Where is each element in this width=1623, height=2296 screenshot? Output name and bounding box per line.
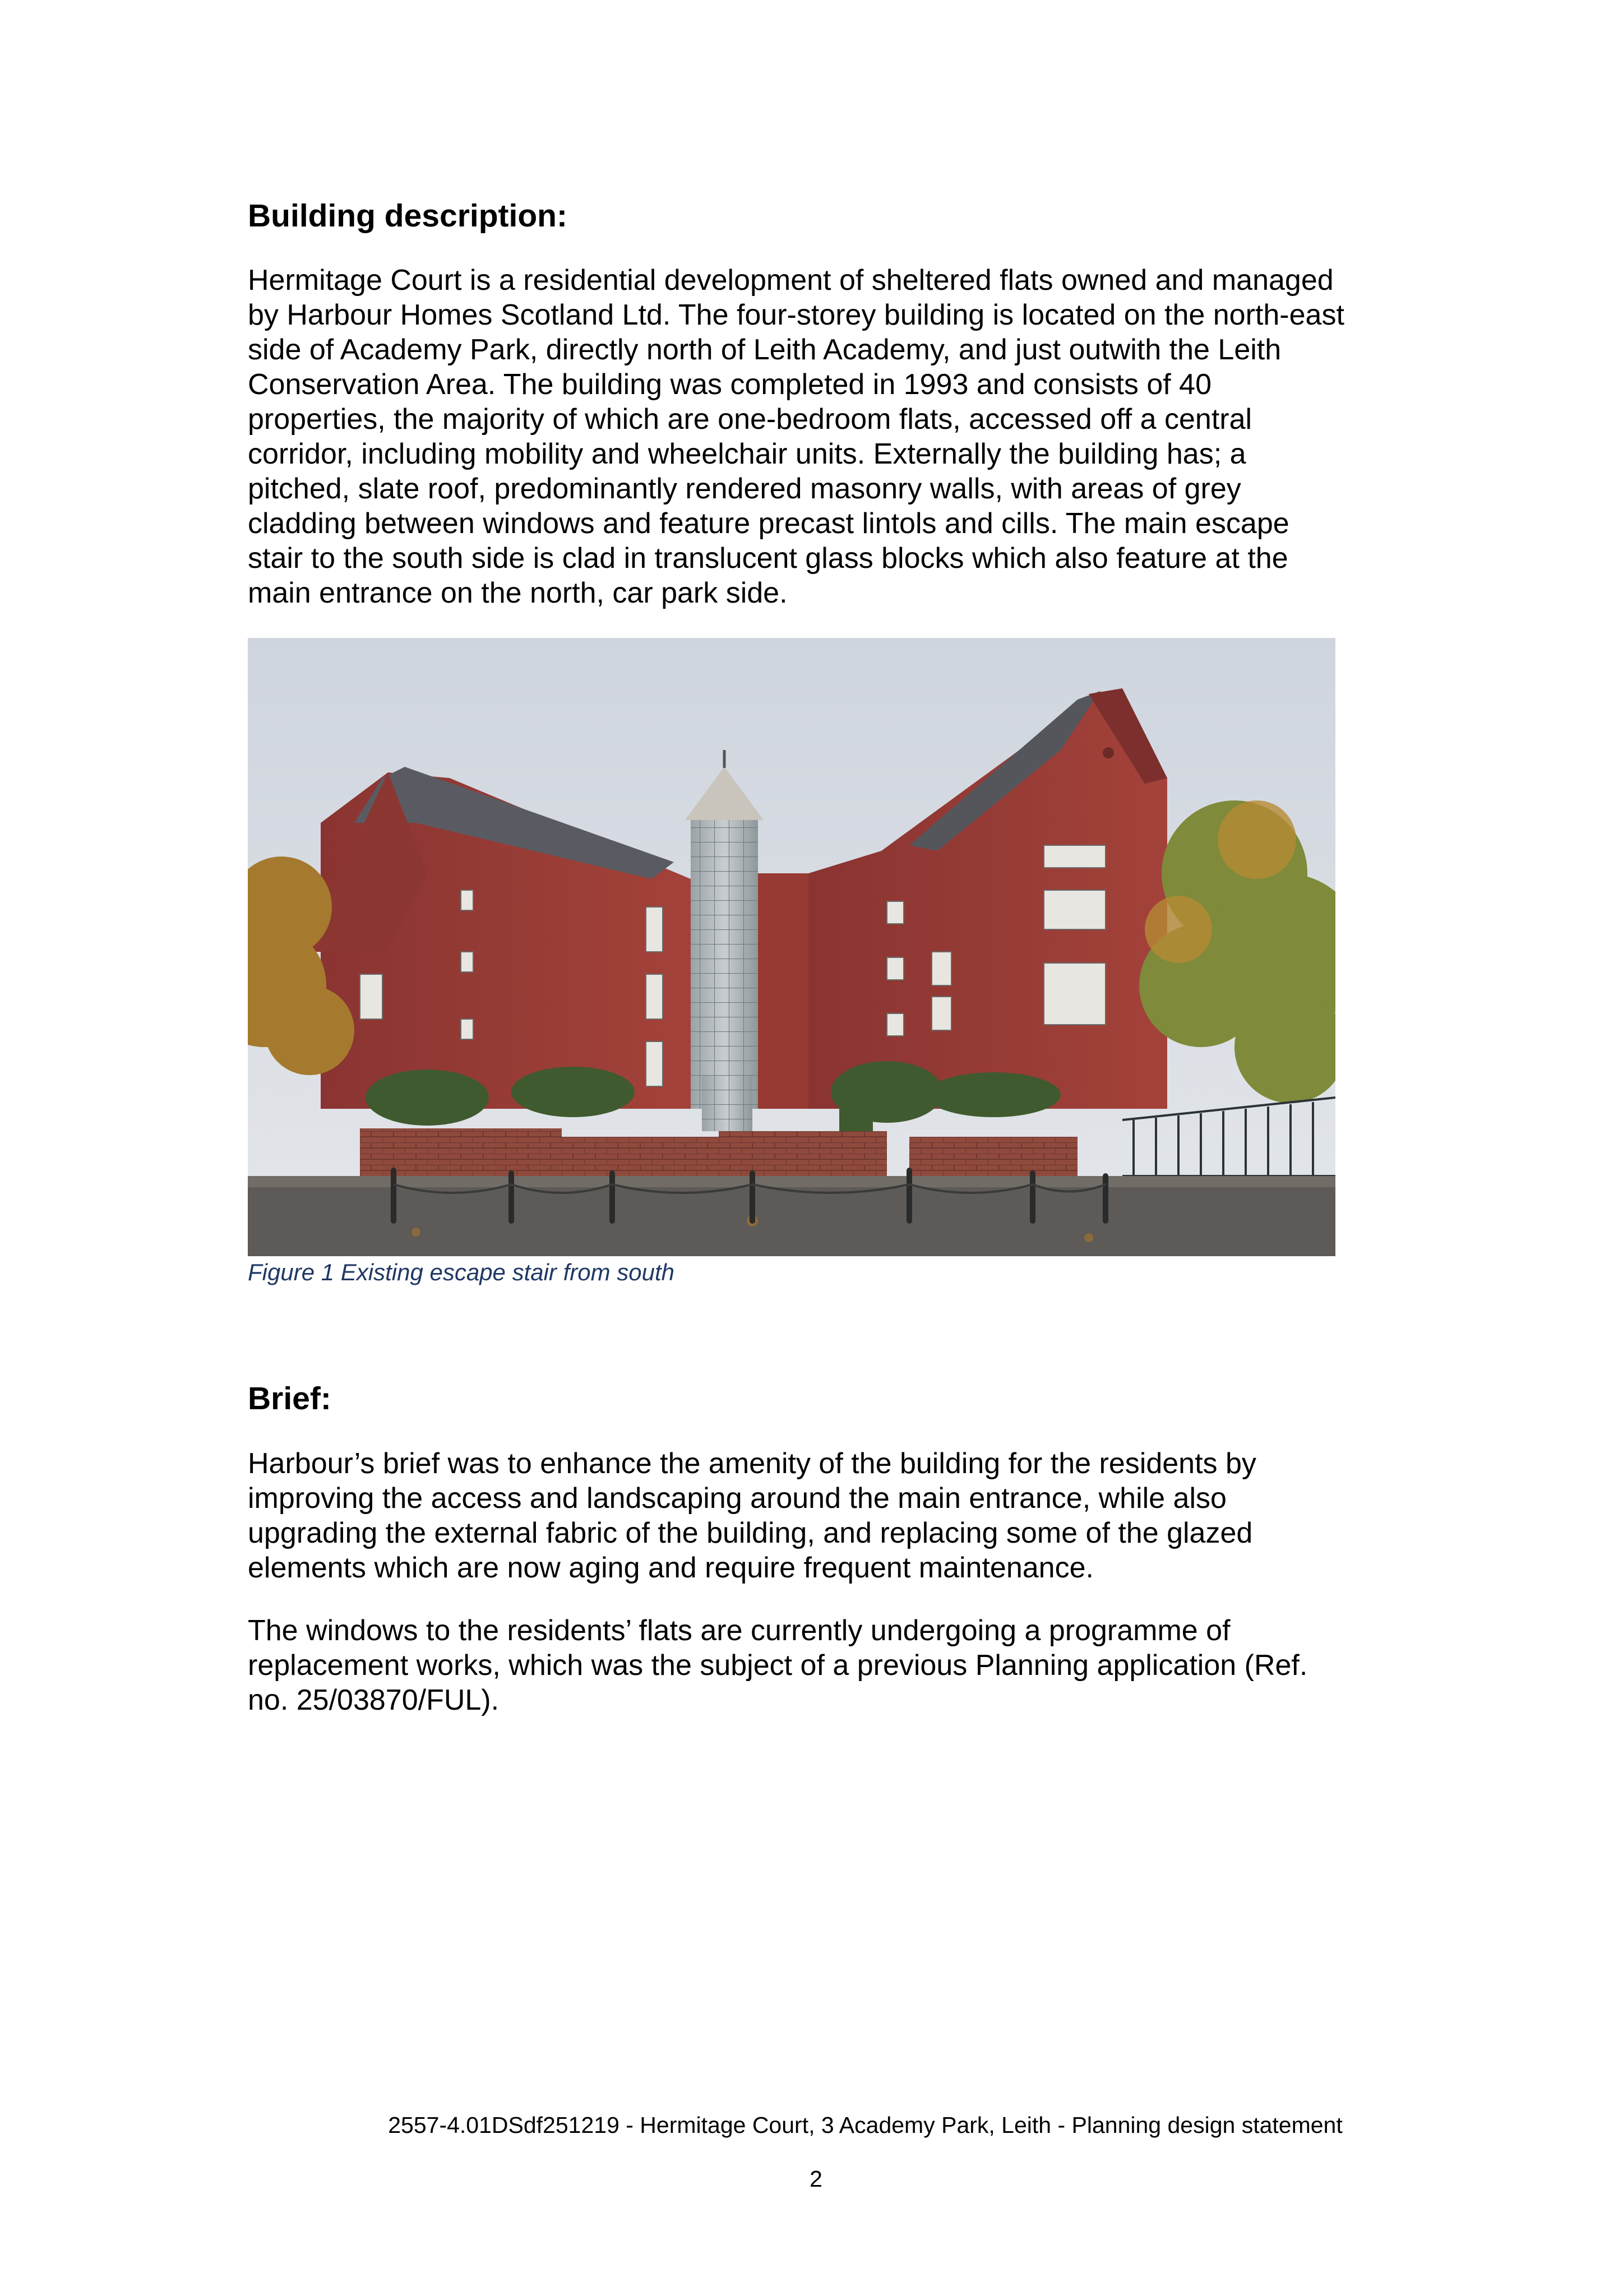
escape-stair-photo-illustration [248, 638, 1335, 1256]
brief-heading: Brief: [248, 1381, 331, 1417]
figure-1-caption: Figure 1 Existing escape stair from south [248, 1259, 675, 1285]
brief-paragraph-2: The windows to the residents’ flats are currently undergoing a programme of replacement works, which was the subject of a previous Planning application (Ref. no. 25/03870/FUL). [248, 1614, 1308, 1716]
figure-1-photo [248, 638, 1335, 1256]
brief-paragraph-1: Harbour’s brief was to enhance the amenity of the building for the residents by improving the access and landscaping around the main entrance, while also upgrading the external fabric of the building, and replacing some of the glazed elements which are now aging and require frequent maintenance. [248, 1447, 1256, 1584]
footer-document-reference: 2557-4.01DSdf251219 - Hermitage Court, 3 Academy Park, Leith - Planning design statement [388, 2112, 1343, 2138]
building-description-heading: Building description: [248, 198, 567, 234]
page-number: 2 [810, 2166, 822, 2192]
building-description-paragraph: Hermitage Court is a residential development of sheltered flats owned and managed by Harbour Homes Scotland Ltd. The four-storey building is located on the north-east side of Academy Park, directly north of Leith Academy, and just outwith the Leith Conservation Area. The building was completed in 1993 and consists of 40 properties, the majority of which are one-bedroom flats, accessed off a central corridor, including mobility and wheelchair units. Externally the building has; a pitched, slate roof, predominantly rendered masonry walls, with areas of grey cladding between windows and feature precast lintols and cills. The main escape stair to the south side is clad in translucent glass blocks which also feature at the main entrance on the north, car park side. [248, 264, 1344, 609]
